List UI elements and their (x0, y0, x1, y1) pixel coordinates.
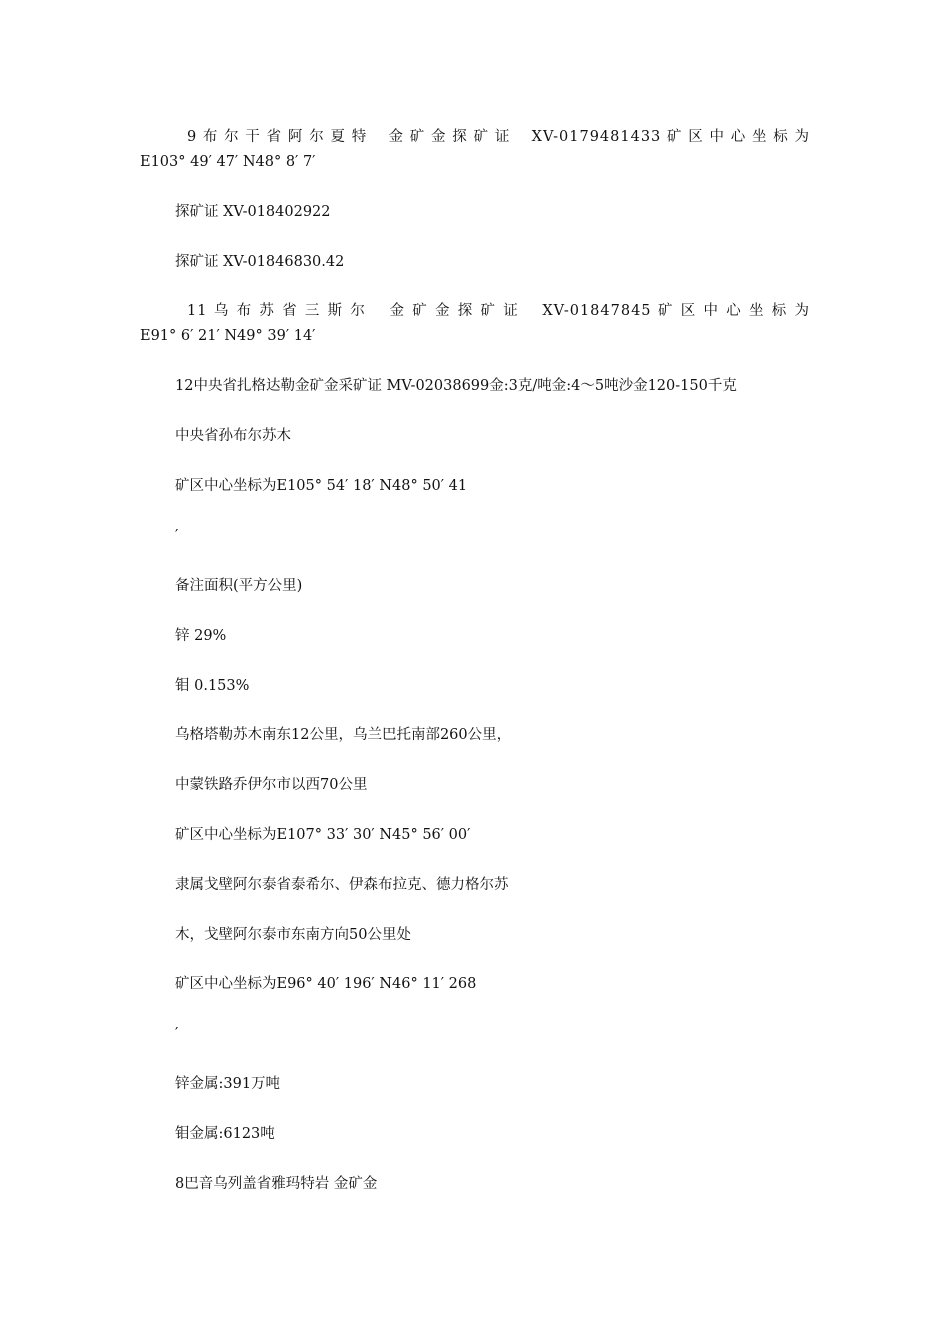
text-line-3: 探矿证 XV-018402922 (175, 204, 331, 220)
text-line-18: 木，戈壁阿尔泰市东南方向50公里处 (175, 927, 411, 943)
text-line-8: 中央省孙布尔苏木 (175, 428, 291, 444)
text-line-16: 矿区中心坐标为E107° 33′ 30′ N45° 56′ 00′ (175, 827, 471, 843)
text-line-17: 隶属戈壁阿尔泰省泰希尔、伊森布拉克、德力格尔苏 (175, 877, 509, 893)
text-line-5: 11 乌 布 苏 省 三 斯 尔 金 矿 金 探 矿 证 XV-01847845 矿 区 中 心 坐 标 为 (187, 303, 810, 319)
text-line-19: 矿区中心坐标为E96° 40′ 196′ N46° 11′ 268 (175, 976, 477, 992)
text-line-15: 中蒙铁路乔伊尔市以西70公里 (175, 777, 368, 793)
text-line-4: 探矿证 XV-01846830.42 (175, 254, 345, 270)
text-line-13: 钼 0.153% (175, 678, 250, 694)
text-line-21: 锌金属:391万吨 (175, 1076, 281, 1092)
text-line-7: 12中央省扎格达勒金矿金采矿证 MV-02038699金:3克/吨金:4～5吨沙金120-150千克 (175, 378, 737, 394)
text-line-9: 矿区中心坐标为E105° 54′ 18′ N48° 50′ 41 (175, 478, 468, 494)
text-line-23: 8巴音乌列盖省雅玛特岩 金矿金 (175, 1176, 378, 1192)
text-line-10: ′ (175, 528, 179, 544)
text-line-11: 备注面积(平方公里) (175, 578, 303, 594)
text-line-2: E103° 49′ 47′ N48° 8′ 7′ (140, 154, 316, 170)
text-line-6: E91° 6′ 21′ N49° 39′ 14′ (140, 328, 316, 344)
text-line-20: ′ (175, 1026, 179, 1042)
text-line-22: 钼金属:6123吨 (175, 1126, 275, 1142)
text-line-12: 锌 29% (175, 628, 227, 644)
text-line-14: 乌格塔勒苏木南东12公里，乌兰巴托南部260公里， (175, 727, 512, 743)
text-line-1: 9 布 尔 干 省 阿 尔 夏 特 金 矿 金 探 矿 证 XV-0179481433 矿 区 中 心 坐 标 为 (187, 129, 810, 145)
